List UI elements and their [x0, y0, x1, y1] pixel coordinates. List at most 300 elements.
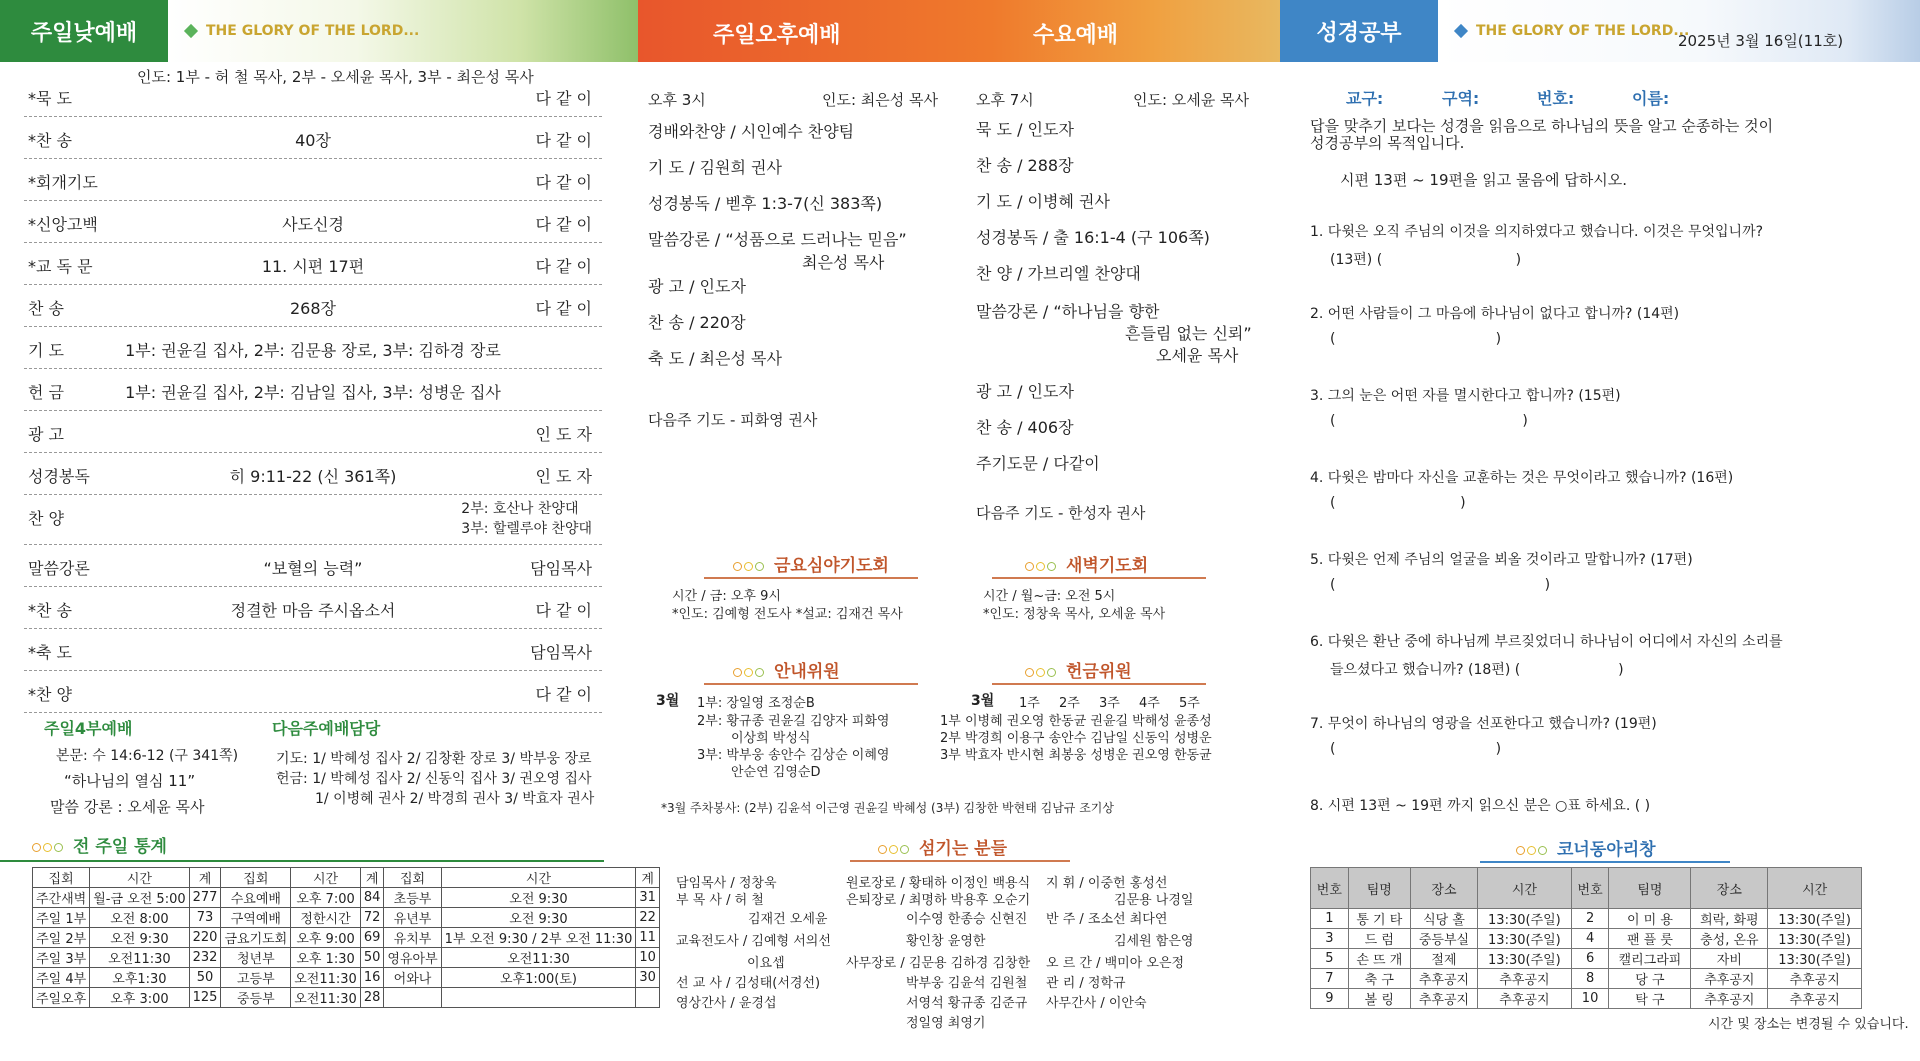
- offering-row: 2부 박경희 이용구 송안수 김남일 신동익 성병운: [940, 731, 1212, 746]
- stats-cell: 1부 오전 9:30 / 2부 오전 11:30: [441, 928, 636, 948]
- club-note: 시간 및 장소는 변경될 수 있습니다.: [1708, 1017, 1909, 1032]
- stats-cell: 주일 1부: [33, 908, 90, 928]
- order-row: [24, 370, 602, 411]
- question: 5. 다윗은 언제 주님의 얼굴을 뵈올 것이라고 말합니까? (17편): [1310, 552, 1693, 568]
- staff-line: 이수영 한종승 신현진: [906, 912, 1028, 927]
- stats-title-text: 전 주일 통계: [73, 837, 167, 857]
- order-row: [24, 412, 602, 453]
- ushers-line: 1부: 장일영 조정순B: [697, 696, 815, 711]
- wednesday-next-prayer: 다음주 기도 - 한성자 권사: [976, 504, 1146, 522]
- stats-cell: 28: [360, 988, 384, 1008]
- club-title: [1516, 835, 1656, 860]
- club-cell: 10: [1571, 989, 1609, 1009]
- stats-cell: 오전11:30: [291, 968, 361, 988]
- afternoon-item: 말씀강론 / “성품으로 드러나는 믿음”: [648, 230, 907, 249]
- order-row: [24, 672, 602, 713]
- order-label: 기 도: [28, 341, 64, 360]
- stats-header: 집회: [221, 868, 291, 888]
- club-cell: 5: [1311, 949, 1349, 969]
- stats-cell: 31: [636, 888, 660, 908]
- afternoon-item: 축 도 / 최은성 목사: [648, 349, 782, 368]
- question: 3. 그의 눈은 어떤 자를 멸시한다고 합니까? (15편): [1310, 388, 1621, 404]
- club-title-text: 코너동아리창: [1557, 840, 1656, 860]
- header-title: 주일오후예배: [713, 23, 841, 48]
- afternoon-item: 광 고 / 인도자: [648, 277, 746, 296]
- order-label: *교 독 문: [28, 257, 93, 276]
- club-cell: 팬 플 룻: [1609, 929, 1691, 949]
- service-leaders: 인도: 1부 - 허 철 목사, 2부 - 오세윤 목사, 3부 - 최은성 목사: [137, 68, 534, 86]
- divider: [850, 860, 1070, 862]
- header-title: 수요예배: [1033, 23, 1119, 48]
- club-cell: 중등부실: [1410, 929, 1477, 949]
- stats-cell: 277: [189, 888, 221, 908]
- stats-header: 시간: [90, 868, 189, 888]
- club-cell: 캘리그라피: [1609, 949, 1691, 969]
- club-cell: 통 기 타: [1348, 909, 1410, 929]
- afternoon-item: 경배와찬양 / 시인예수 찬양팀: [648, 122, 855, 141]
- table-row: [33, 948, 660, 968]
- order-label: 찬 송: [28, 299, 64, 318]
- club-header: 번호: [1571, 868, 1609, 909]
- stats-header: 계: [636, 868, 660, 888]
- stats-cell: [384, 988, 441, 1008]
- offering-week: 3주: [1099, 696, 1120, 711]
- stats-cell: 69: [360, 928, 384, 948]
- table-row: [33, 908, 660, 928]
- order-label: *축 도: [28, 643, 72, 662]
- table-row: [1311, 969, 1862, 989]
- order-content: 1부: 권윤길 집사, 2부: 김남일 집사, 3부: 성병운 집사: [125, 383, 501, 402]
- stats-cell: 오전 9:30: [441, 908, 636, 928]
- stats-cell: 오전 8:00: [90, 908, 189, 928]
- order-leader: 인 도 자: [535, 425, 592, 444]
- stats-cell: 50: [189, 968, 221, 988]
- club-cell: 자비: [1691, 949, 1768, 969]
- club-header: 장소: [1410, 868, 1477, 909]
- order-row: [24, 454, 602, 495]
- club-cell: 추후공지: [1691, 989, 1768, 1009]
- order-leader: 다 같 이: [535, 173, 592, 192]
- ushers-title: [733, 657, 840, 682]
- offering-month: 3월: [971, 693, 995, 709]
- answer-blank: ( ): [1330, 331, 1502, 347]
- stats-cell: 초등부: [384, 888, 441, 908]
- table-row: [33, 888, 660, 908]
- club-cell: 추후공지: [1478, 989, 1572, 1009]
- order-label: 헌 금: [28, 383, 64, 402]
- order-label: *회개기도: [28, 173, 98, 192]
- header-title: 성경공부: [1316, 20, 1402, 46]
- staff-line: 김재건 오세윤: [748, 912, 828, 927]
- wednesday-item: 주기도문 / 다같이: [976, 454, 1100, 473]
- order-row: [24, 202, 602, 243]
- order-leader: 다 같 이: [535, 131, 592, 150]
- staff-line: 정일영 최영기: [906, 1016, 986, 1031]
- order-content: 11. 시편 17편: [261, 257, 365, 276]
- question: 4. 다윗은 밤마다 자신을 교훈하는 것은 무엇이라고 했습니까? (16편): [1310, 470, 1734, 486]
- order-row: [24, 244, 602, 285]
- bulletin-date: 2025년 3월 16일(11호): [1678, 32, 1844, 50]
- friday-title: [733, 551, 889, 576]
- afternoon-item: 기 도 / 김원희 권사: [648, 158, 782, 177]
- offering-week: 5주: [1179, 696, 1200, 711]
- order-label: 광 고: [28, 425, 64, 444]
- motto: THE GLORY OF THE LORD...: [1476, 23, 1690, 39]
- study-intro: 답을 맞추기 보다는 성경을 읽음으로 하나님의 뜻을 알고 순종하는 것이: [1310, 117, 1774, 135]
- study-field-label: 교구:: [1346, 89, 1384, 108]
- dots-icon: [733, 556, 766, 576]
- staff-line: 영상간사 / 윤경섭: [676, 996, 777, 1011]
- club-header: 시간: [1768, 868, 1862, 909]
- stats-cell: 중등부: [221, 988, 291, 1008]
- afternoon-item: 성경봉독 / 벧후 1:3-7(신 383쪽): [648, 194, 883, 213]
- answer-blank: (13편) ( ): [1330, 252, 1522, 268]
- order-row: [24, 160, 602, 201]
- club-cell: 식당 홀: [1410, 909, 1477, 929]
- dawn-leaders: *인도: 정창욱 목사, 오세윤 목사: [983, 607, 1166, 622]
- stats-cell: 84: [360, 888, 384, 908]
- stats-cell: 오후 7:00: [291, 888, 361, 908]
- table-row: [33, 988, 660, 1008]
- afternoon-item: 최은성 목사: [802, 253, 885, 272]
- club-cell: 13:30(주일): [1478, 929, 1572, 949]
- offering-week: 2주: [1059, 696, 1080, 711]
- stats-cell: 오전11:30: [90, 948, 189, 968]
- wednesday-item: 광 고 / 인도자: [976, 382, 1074, 401]
- staff-line: 원로장로 / 황태하 이정인 백용식: [846, 876, 1031, 891]
- table-row: [1311, 989, 1862, 1009]
- order-label: 찬 양: [28, 509, 64, 528]
- stats-cell: 월-금 오전 5:00: [90, 888, 189, 908]
- staff-line: 이요셉: [747, 956, 785, 971]
- offering-title-text: 헌금위원: [1066, 662, 1132, 682]
- stats-cell: 유치부: [384, 928, 441, 948]
- wednesday-item: 성경봉독 / 출 16:1-4 (구 106쪽): [976, 228, 1210, 247]
- parking-volunteers: *3월 주차봉사: (2부) 김윤석 이근영 권윤길 박혜성 (3부) 김창한 박현태 김남규 조기상: [661, 801, 1114, 815]
- club-header: 팀명: [1609, 868, 1691, 909]
- stats-cell: 주일 3부: [33, 948, 90, 968]
- staff-line: 관 리 / 정학규: [1046, 976, 1126, 991]
- stats-cell: 오후 9:00: [291, 928, 361, 948]
- stats-cell: 오후1:30: [90, 968, 189, 988]
- club-header: 장소: [1691, 868, 1768, 909]
- divider: [704, 577, 918, 579]
- answer-blank: ( ): [1330, 577, 1551, 593]
- order-leader: 다 같 이: [535, 601, 592, 620]
- club-cell: 손 뜨 개: [1348, 949, 1410, 969]
- staff-line: 서영석 황규종 김준규: [906, 996, 1028, 1011]
- club-cell: 희락, 화평: [1691, 909, 1768, 929]
- order-label: 성경봉독: [28, 467, 90, 486]
- club-cell: 4: [1571, 929, 1609, 949]
- order-row: [24, 286, 602, 327]
- afternoon-item: 찬 송 / 220장: [648, 313, 746, 332]
- order-row: [24, 496, 602, 545]
- club-header: 번호: [1311, 868, 1349, 909]
- dots-icon: [733, 662, 766, 682]
- stats-header: 계: [189, 868, 221, 888]
- divider: [0, 860, 604, 862]
- stats-cell: 오전11:30: [441, 948, 636, 968]
- offering-title: [1025, 657, 1132, 682]
- club-cell: 추후공지: [1768, 969, 1862, 989]
- club-cell: 13:30(주일): [1478, 909, 1572, 929]
- stats-cell: 오후1:00(토): [441, 968, 636, 988]
- next-week-prayer: 기도: 1/ 박혜성 집사 2/ 김창환 장로 3/ 박부웅 장로: [276, 751, 592, 767]
- header-title: 주일낮예배: [30, 20, 138, 46]
- club-cell: 절제: [1410, 949, 1477, 969]
- next-week-offering-2: 1/ 이병혜 권사 2/ 박경희 권사 3/ 박효자 권사: [315, 791, 595, 807]
- order-leader: 담임목사: [530, 559, 592, 578]
- stats-cell: 청년부: [221, 948, 291, 968]
- dots-icon: [1516, 840, 1549, 860]
- fourth-service-preacher: 말씀 강론 : 오세윤 목사: [50, 798, 205, 816]
- club-cell: 13:30(주일): [1768, 909, 1862, 929]
- table-row: [33, 928, 660, 948]
- offering-week: 1주: [1019, 696, 1040, 711]
- study-field-label: 이름:: [1632, 89, 1670, 108]
- stats-cell: 220: [189, 928, 221, 948]
- stats-cell: 주일 4부: [33, 968, 90, 988]
- stats-cell: 금요기도회: [221, 928, 291, 948]
- fourth-service-text: 본문: 수 14:6-12 (구 341쪽): [56, 748, 239, 764]
- order-content: 40장: [295, 131, 331, 150]
- staff-line: 부 목 사 / 허 철: [676, 893, 764, 908]
- stats-cell: 정한시간: [291, 908, 361, 928]
- stats-cell: [441, 988, 636, 1008]
- club-table: [1310, 867, 1862, 1009]
- club-cell: 추후공지: [1768, 989, 1862, 1009]
- table-row: [33, 968, 660, 988]
- wednesday-item: 기 도 / 이병혜 권사: [976, 192, 1110, 211]
- stats-header: 집회: [384, 868, 441, 888]
- stats-cell: 73: [189, 908, 221, 928]
- stats-cell: 125: [189, 988, 221, 1008]
- stats-cell: 오후 3:00: [90, 988, 189, 1008]
- staff-line: 담임목사 / 정창욱: [676, 876, 777, 891]
- order-leader: 다 같 이: [535, 215, 592, 234]
- study-field-label: 구역:: [1442, 89, 1480, 108]
- club-cell: 13:30(주일): [1478, 949, 1572, 969]
- staff-line: 사무간사 / 이안숙: [1046, 996, 1147, 1011]
- diamond-icon: [184, 24, 198, 38]
- club-cell: 13:30(주일): [1768, 949, 1862, 969]
- club-header: 시간: [1478, 868, 1572, 909]
- stats-cell: 50: [360, 948, 384, 968]
- question: 8. 시편 13편 ~ 19편 까지 읽으신 분은 ○표 하세요. ( ): [1310, 798, 1651, 814]
- question: 7. 무엇이 하나님의 영광을 선포한다고 했습니까? (19편): [1310, 716, 1657, 732]
- dots-icon: [1025, 662, 1058, 682]
- ushers-line: 2부: 황규종 권윤길 김양자 피화영: [697, 714, 890, 729]
- stats-cell: 30: [636, 968, 660, 988]
- order-leader: 인 도 자: [535, 467, 592, 486]
- order-content: “보혈의 능력”: [263, 559, 363, 578]
- club-cell: 1: [1311, 909, 1349, 929]
- table-row: [1311, 909, 1862, 929]
- order-label: *찬 송: [28, 131, 72, 150]
- staff-line: 황인창 윤영한: [906, 934, 986, 949]
- staff-line: 사무장로 / 김문용 김하경 김창한: [846, 956, 1031, 971]
- stats-cell: 영유아부: [384, 948, 441, 968]
- ushers-month: 3월: [656, 693, 680, 709]
- order-label: *묵 도: [28, 89, 72, 108]
- order-label: *찬 양: [28, 685, 72, 704]
- stats-cell: 유년부: [384, 908, 441, 928]
- club-cell: 탁 구: [1609, 989, 1691, 1009]
- club-cell: 3: [1311, 929, 1349, 949]
- club-cell: 2: [1571, 909, 1609, 929]
- club-cell: 당 구: [1609, 969, 1691, 989]
- staff-title: [878, 834, 1007, 859]
- stats-cell: 10: [636, 948, 660, 968]
- friday-time: 시간 / 금: 오후 9시: [672, 589, 781, 604]
- club-cell: 추후공지: [1410, 969, 1477, 989]
- table-row: [1311, 929, 1862, 949]
- stats-cell: 주간새벽: [33, 888, 90, 908]
- answer-blank: ( ): [1330, 413, 1528, 429]
- stats-cell: 구역예배: [221, 908, 291, 928]
- afternoon-time: 오후 3시: [648, 91, 706, 109]
- order-leader: 다 같 이: [535, 299, 592, 318]
- wednesday-time: 오후 7시: [976, 91, 1034, 109]
- order-leader: 다 같 이: [535, 89, 592, 108]
- ushers-line: 이상희 박성식: [731, 731, 811, 746]
- question: 1. 다윗은 오직 주님의 이것을 의지하였다고 했습니다. 이것은 무엇입니까?: [1310, 224, 1764, 240]
- staff-title-text: 섬기는 분들: [919, 839, 1008, 859]
- stats-cell: 232: [189, 948, 221, 968]
- order-leader: 담임목사: [530, 643, 592, 662]
- club-cell: 드 럼: [1348, 929, 1410, 949]
- staff-line: 은퇴장로 / 최명하 박용후 오순기: [846, 893, 1031, 908]
- club-cell: 7: [1311, 969, 1349, 989]
- order-leader: 다 같 이: [535, 257, 592, 276]
- order-row: [24, 546, 602, 587]
- question: 6. 다윗은 환난 중에 하나님께 부르짖었더니 하나님이 어디에서 자신의 소리를: [1310, 634, 1783, 650]
- club-cell: 추후공지: [1691, 969, 1768, 989]
- stats-cell: 고등부: [221, 968, 291, 988]
- stats-cell: 16: [360, 968, 384, 988]
- stats-header: 시간: [441, 868, 636, 888]
- afternoon-next-prayer: 다음주 기도 - 피화영 권사: [648, 411, 818, 429]
- diamond-icon: [1454, 24, 1468, 38]
- motto: THE GLORY OF THE LORD...: [206, 23, 420, 39]
- divider: [704, 683, 918, 685]
- wednesday-item: 찬 양 / 가브리엘 찬양대: [976, 264, 1141, 283]
- next-week-offering: 헌금: 1/ 박혜성 집사 2/ 신동익 집사 3/ 권오영 집사: [276, 771, 592, 787]
- dots-icon: [878, 839, 911, 859]
- stats-header: 시간: [291, 868, 361, 888]
- staff-line: 김세원 함은영: [1114, 934, 1194, 949]
- club-cell: 이 미 용: [1609, 909, 1691, 929]
- question: 2. 어떤 사람들이 그 마음에 하나님이 없다고 합니까? (14편): [1310, 306, 1680, 322]
- afternoon-header: [638, 0, 1280, 62]
- staff-line: 선 교 사 / 김성태(서경선): [676, 976, 821, 991]
- club-cell: 9: [1311, 989, 1349, 1009]
- stats-header: 계: [360, 868, 384, 888]
- order-content: 정결한 마음 주시옵소서: [230, 601, 396, 620]
- study-header: [1280, 0, 1438, 62]
- club-cell: 13:30(주일): [1768, 929, 1862, 949]
- club-header: 팀명: [1348, 868, 1410, 909]
- offering-week: 4주: [1139, 696, 1160, 711]
- answer-blank: ( ): [1330, 741, 1502, 757]
- answer-blank: 들으셨다고 했습니까? (18편) ( ): [1330, 662, 1624, 678]
- divider: [992, 577, 1206, 579]
- next-week-title: 다음주예배담당: [272, 719, 381, 738]
- order-row: [24, 76, 602, 117]
- wednesday-item: 묵 도 / 인도자: [976, 120, 1074, 139]
- wednesday-item: 말씀강론 / “하나님을 향한: [976, 302, 1160, 321]
- order-content: 268장: [290, 299, 336, 318]
- study-field-label: 번호:: [1537, 89, 1575, 108]
- order-leader: 다 같 이: [535, 685, 592, 704]
- club-cell: 볼 링: [1348, 989, 1410, 1009]
- ushers-line: 3부: 박부웅 송안수 김상순 이혜영: [697, 748, 890, 763]
- stats-header: 집회: [33, 868, 90, 888]
- order-row: [24, 328, 602, 369]
- staff-line: 반 주 / 조소선 최다연: [1046, 912, 1168, 927]
- offering-row: 1부 이병혜 권오영 한동균 권윤길 박해성 윤종성: [940, 714, 1212, 729]
- staff-line: 박부웅 김윤석 김원철: [906, 976, 1028, 991]
- stats-cell: 11: [636, 928, 660, 948]
- club-cell: 8: [1571, 969, 1609, 989]
- wednesday-item: 흔들림 없는 신뢰”: [1125, 324, 1252, 343]
- club-cell: 6: [1571, 949, 1609, 969]
- divider: [992, 683, 1206, 685]
- dawn-title: [1025, 551, 1148, 576]
- stats-cell: [636, 988, 660, 1008]
- study-intro: 성경공부의 목적입니다.: [1310, 134, 1465, 152]
- order-content: 사도신경: [282, 215, 344, 234]
- stats-cell: 오후 1:30: [291, 948, 361, 968]
- friday-leaders: *인도: 김예형 전도사 *설교: 김재건 목사: [672, 607, 903, 622]
- header-banner: [168, 0, 638, 62]
- dawn-time: 시간 / 월~금: 오전 5시: [983, 589, 1116, 604]
- wednesday-item: 오세윤 목사: [1156, 346, 1239, 365]
- staff-line: 김문용 나경일: [1114, 893, 1194, 908]
- afternoon-leader: 인도: 최은성 목사: [822, 91, 939, 109]
- friday-title-text: 금요심야기도회: [774, 556, 889, 576]
- table-row: [1311, 949, 1862, 969]
- stats-cell: 22: [636, 908, 660, 928]
- fourth-service-title: 주일4부예배: [44, 719, 133, 738]
- order-label: 말씀강론: [28, 559, 90, 578]
- order-row: [24, 630, 602, 671]
- wednesday-item: 찬 송 / 288장: [976, 156, 1074, 175]
- stats-cell: 수요예배: [221, 888, 291, 908]
- stats-table: [32, 867, 660, 1008]
- divider: [1480, 861, 1730, 863]
- stats-title: [32, 832, 167, 857]
- answer-blank: ( ): [1330, 495, 1466, 511]
- stats-cell: 오전11:30: [291, 988, 361, 1008]
- stats-cell: 주일 2부: [33, 928, 90, 948]
- staff-line: 오 르 간 / 백미아 오은정: [1046, 956, 1185, 971]
- order-content: 1부: 권윤길 집사, 2부: 김문용 장로, 3부: 김하경 장로: [125, 341, 501, 360]
- wednesday-item: 찬 송 / 406장: [976, 418, 1074, 437]
- wednesday-leader: 인도: 오세윤 목사: [1133, 91, 1250, 109]
- order-leader: 2부: 호산나 찬양대 3부: 할렐루야 찬양대: [461, 501, 592, 537]
- offering-row: 3부 박효자 반시현 최봉웅 성병운 권오영 한동균: [940, 748, 1212, 763]
- order-row: [24, 588, 602, 629]
- stats-cell: 오전 9:30: [90, 928, 189, 948]
- stats-cell: 주일오후: [33, 988, 90, 1008]
- club-cell: 추후공지: [1410, 989, 1477, 1009]
- dots-icon: [32, 837, 65, 857]
- club-cell: 축 구: [1348, 969, 1410, 989]
- club-cell: 추후공지: [1478, 969, 1572, 989]
- dots-icon: [1025, 556, 1058, 576]
